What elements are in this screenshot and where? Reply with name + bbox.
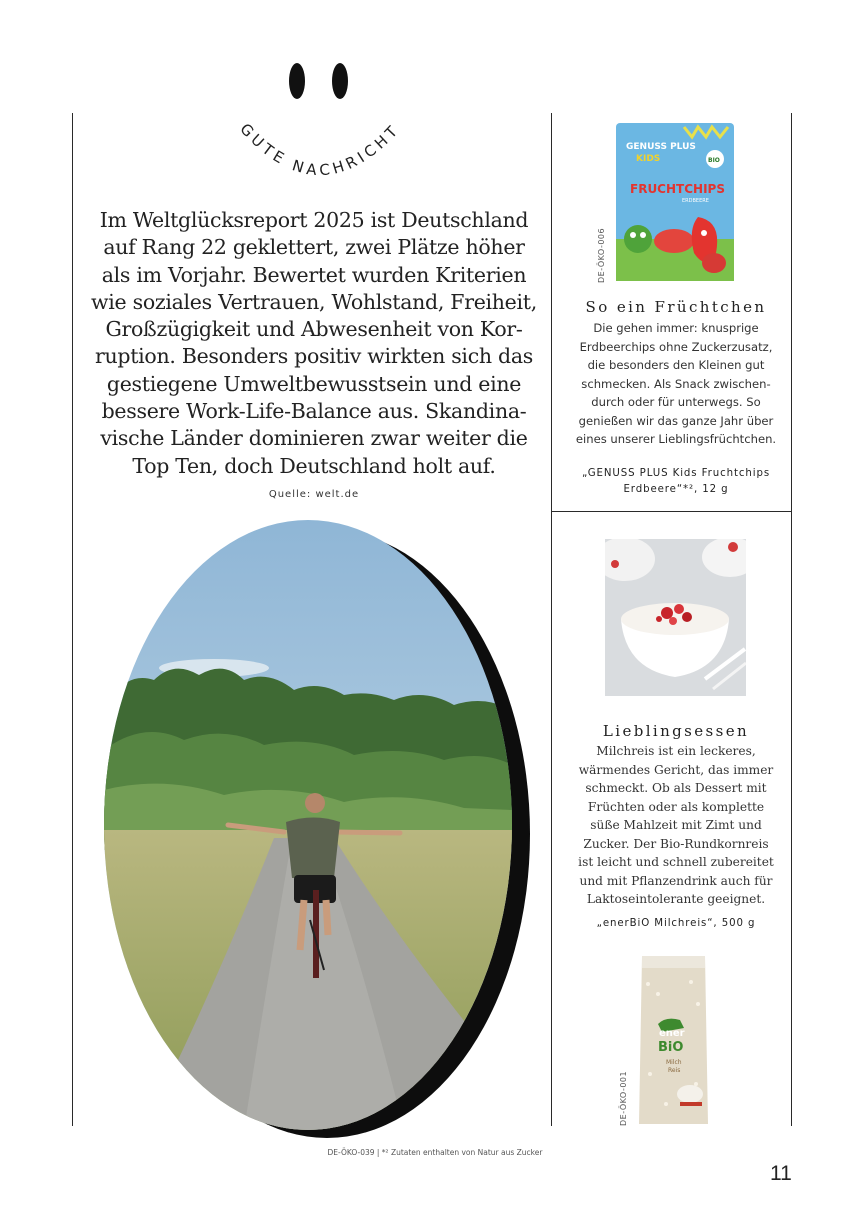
svg-text:GUTE NACHRICHT: GUTE NACHRICHT <box>236 119 404 180</box>
page-number: 11 <box>770 1162 792 1185</box>
left-rule <box>72 113 73 1126</box>
product2-line: süße Mahlzeit mit Zimt und <box>590 818 762 832</box>
source-credit: Quelle: welt.de <box>268 489 360 500</box>
smiley-left-eye <box>289 63 305 99</box>
smiley-mouth-text <box>215 100 425 210</box>
product2-line: Früchten oder als komplette <box>587 799 765 814</box>
product2-line: schmeckt. Ob als Dessert mit <box>585 781 767 795</box>
svg-text:KIDS: KIDS <box>636 154 661 164</box>
product2-name: „enerBiO Milchreis“, 500 g <box>596 918 756 929</box>
main-line: als im Vorjahr. Bewertet wurden Kriterien <box>101 262 527 287</box>
product1-line: die besonders den Kleinen gut <box>587 358 765 372</box>
svg-text:GENUSS PLUS: GENUSS PLUS <box>626 142 696 152</box>
main-line: ruption. Besonders positiv wirkten sich das <box>95 344 533 369</box>
main-line: bessere Work-Life-Balance aus. Skandina- <box>101 399 527 424</box>
main-line: Großzügigkeit und Abwesenheit von Kor- <box>105 317 523 342</box>
product1-line: genießen wir das ganze Jahr über <box>578 413 774 428</box>
svg-text:BIO: BIO <box>708 157 720 164</box>
main-line: auf Rang 22 geklettert, zwei Plätze höher <box>103 235 525 260</box>
product1-line: Die gehen immer: knusprige <box>593 321 759 335</box>
product2-line: Laktoseintolerante geeignet. <box>586 892 766 906</box>
product1-name-line: „GENUSS PLUS Kids Fruchtchips <box>581 468 771 479</box>
product2-line: Zucker. Der Bio-Rundkornreis <box>583 836 769 851</box>
product2-description <box>562 742 790 909</box>
smiley-right-eye <box>332 63 348 99</box>
product1-description <box>562 319 790 449</box>
main-line: vische Länder dominieren zwar weiter die <box>100 426 528 451</box>
main-line: gestiegene Umweltbewusstsein und eine <box>106 371 522 396</box>
milchreis-package-image <box>636 954 711 1127</box>
main-line: wie soziales Vertrauen, Wohlstand, Freiheit, <box>91 289 537 314</box>
main-line: Im Weltglücksreport 2025 ist Deutschland <box>99 208 529 232</box>
main-article-text <box>90 207 538 480</box>
product1-code: DE-ÖKO-006 <box>597 227 606 283</box>
svg-text:ERDBEERE: ERDBEERE <box>682 198 709 204</box>
product1-heading: So ein Früchtchen <box>585 298 767 316</box>
milchreis-dessert-photo <box>605 539 746 696</box>
cyclist-photo <box>104 520 512 1130</box>
right-column-divider <box>551 511 792 512</box>
right-rule <box>791 113 792 1126</box>
product2-line: ist leicht und schnell zubereitet <box>578 855 774 869</box>
footnote: DE-ÖKO-039 | *² Zutaten enthalten von Natur aus Zucker <box>327 1148 543 1157</box>
product2-code: DE-ÖKO-001 <box>619 1070 628 1126</box>
product1-line: durch oder für unterwegs. So <box>591 395 761 409</box>
product1-name <box>562 466 790 497</box>
svg-text:Reis: Reis <box>668 1067 681 1074</box>
middle-rule <box>551 113 552 1126</box>
svg-text:ener: ener <box>659 1028 685 1039</box>
product1-line: schmecken. Als Snack zwischen- <box>581 376 771 391</box>
product2-line: Milchreis ist ein leckeres, <box>596 744 756 758</box>
main-line: Top Ten, doch Deutschland holt auf. <box>132 453 496 478</box>
product1-name-line: Erdbeere“*², 12 g <box>623 483 729 495</box>
product1-line: eines unserer Lieblingsfrüchtchen. <box>575 432 777 446</box>
fruchtchips-package-image <box>614 121 736 283</box>
product2-line: wärmendes Gericht, das immer <box>578 762 774 777</box>
svg-text:BiO: BiO <box>658 1040 684 1055</box>
product2-heading: Lieblingsessen <box>602 722 750 740</box>
product1-line: Erdbeerchips ohne Zuckerzusatz, <box>579 339 773 354</box>
product2-line: und mit Pflanzendrink auch für <box>579 873 773 888</box>
svg-text:Milch: Milch <box>666 1059 682 1066</box>
svg-text:FRUCHTCHIPS: FRUCHTCHIPS <box>630 182 725 196</box>
